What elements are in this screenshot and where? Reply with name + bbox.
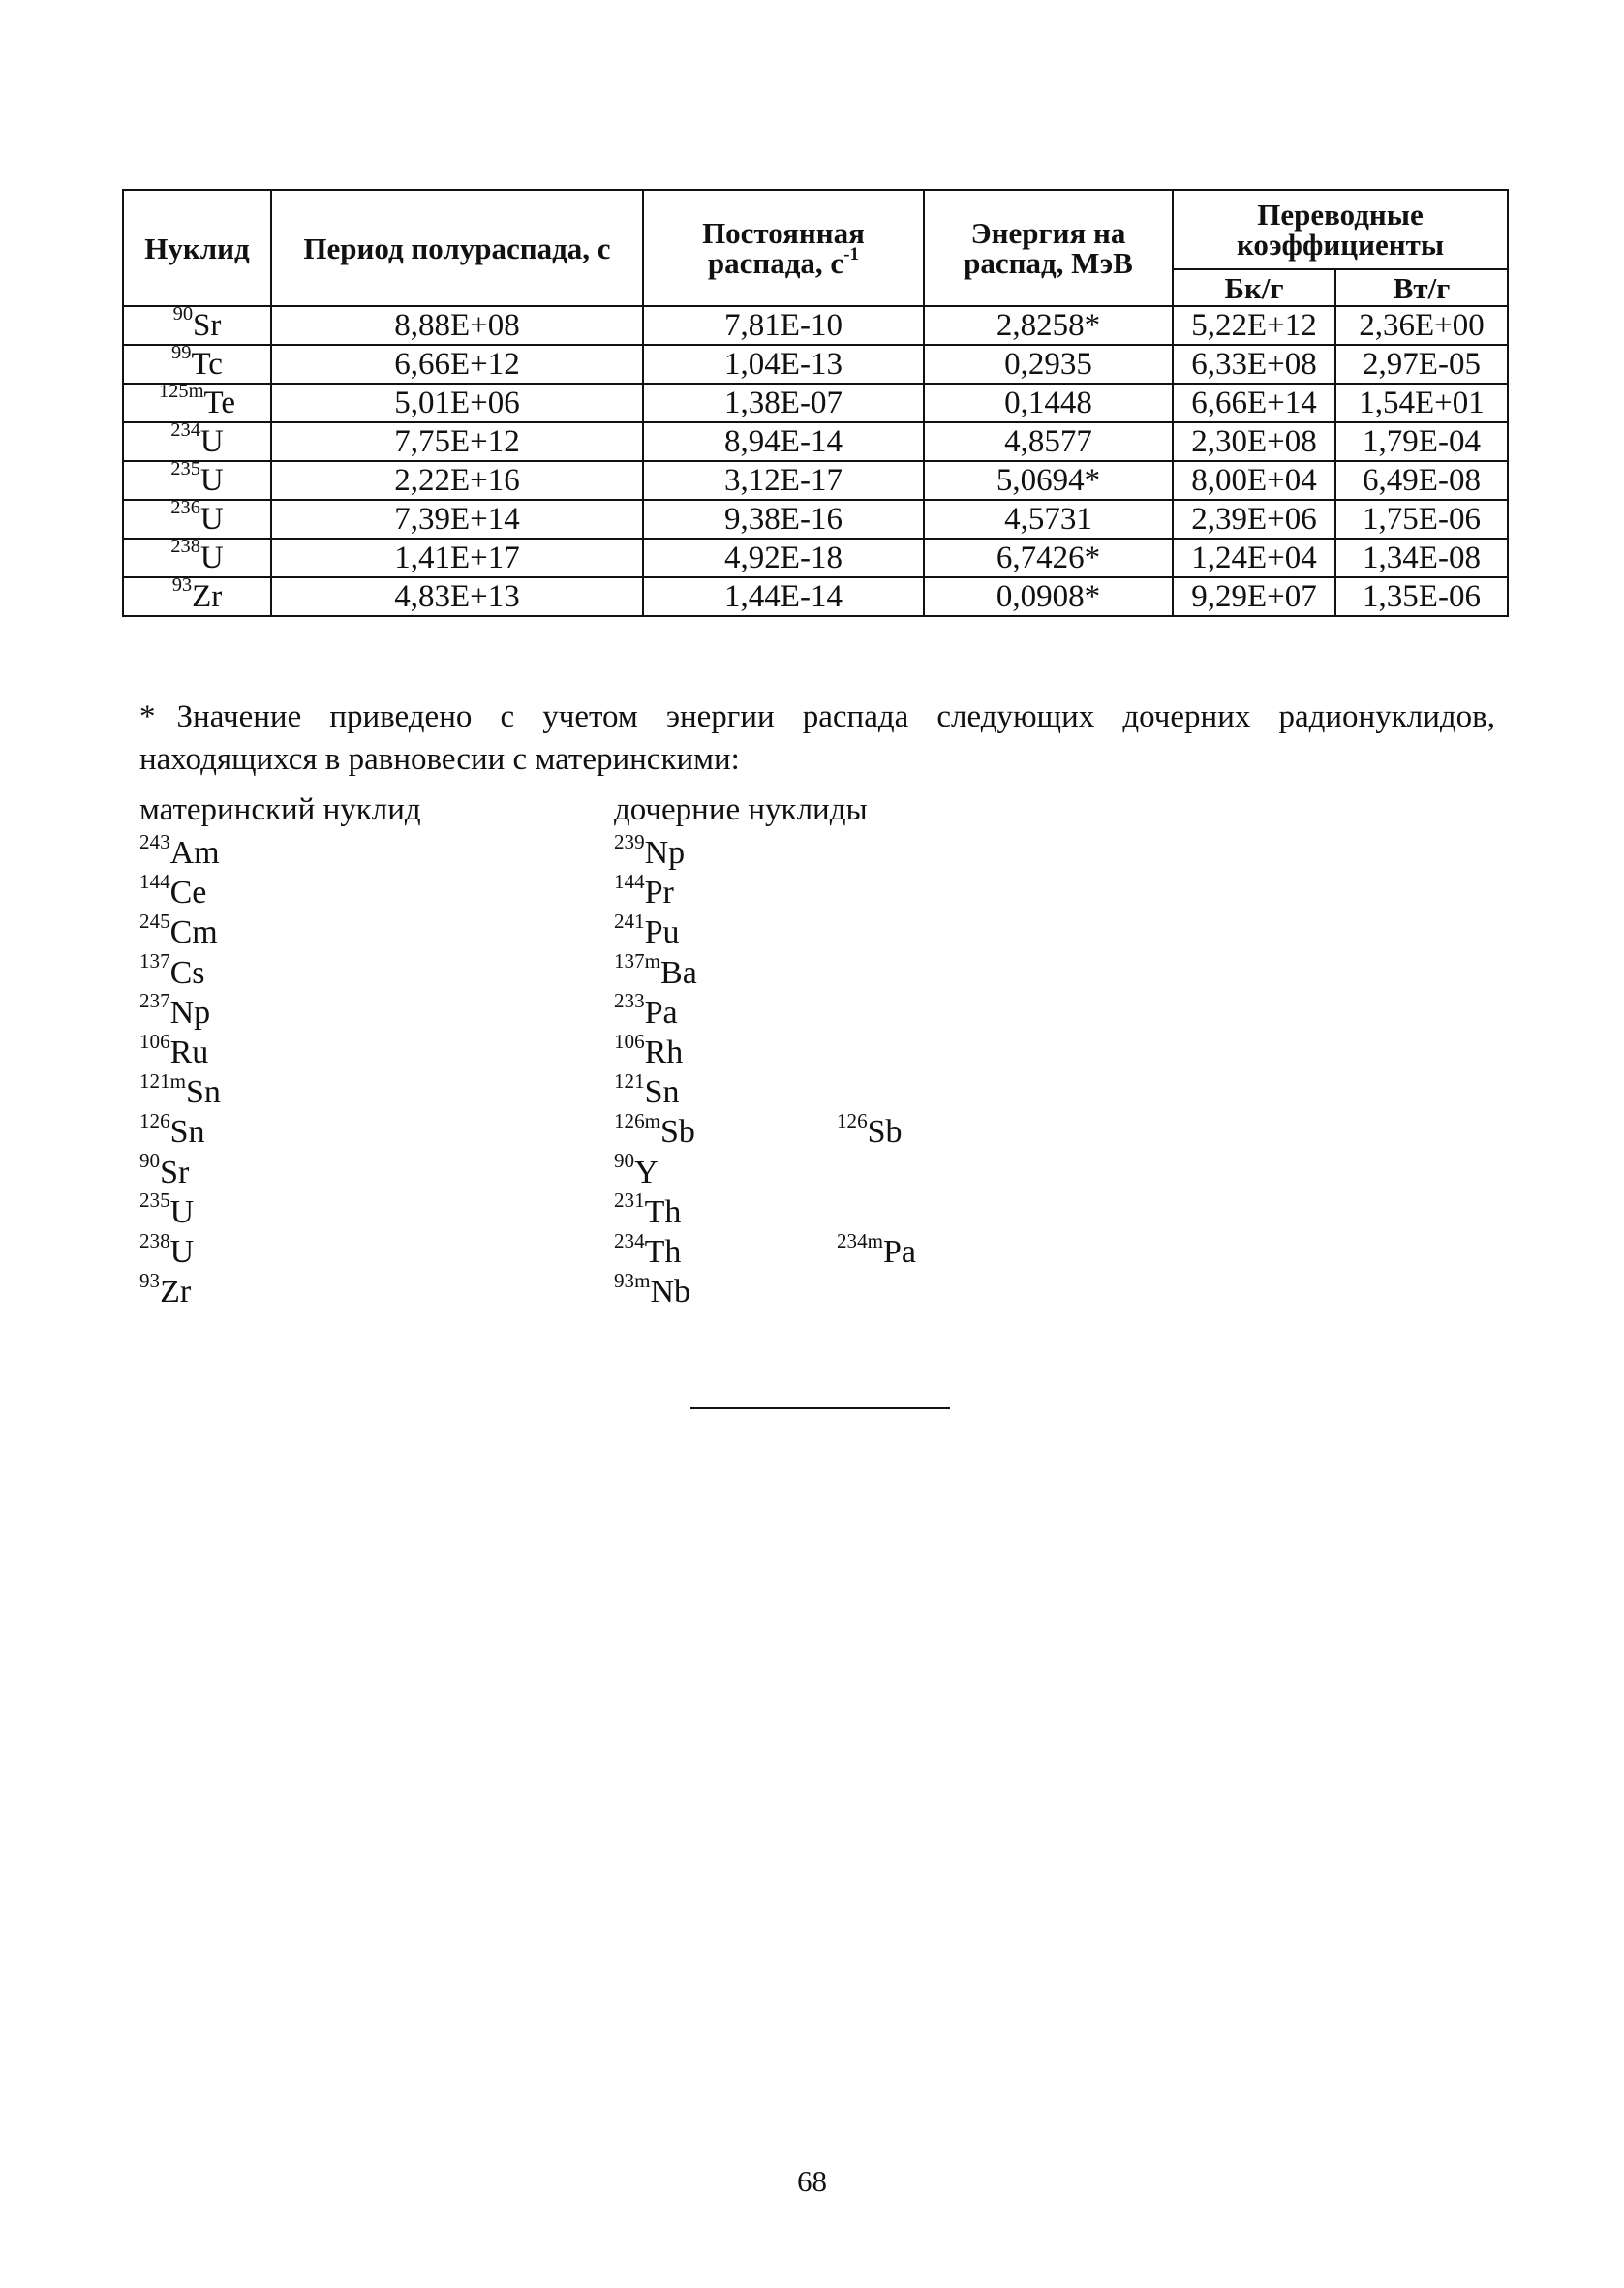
- cell-energy: 0,0908*: [924, 577, 1173, 616]
- daughter-nuclide-symbol: Np: [644, 835, 686, 871]
- parent-nuclide: [139, 1228, 195, 1271]
- parent-nuclide-mass: 144: [139, 869, 170, 893]
- daughter-nuclide-header: дочерние нуклиды: [614, 792, 868, 827]
- nuclide-symbol: U: [199, 462, 224, 498]
- daughter-nuclide-symbol: Sn: [644, 1074, 680, 1111]
- daughter-nuclide-mass: 121: [614, 1068, 645, 1093]
- parent-nuclide-symbol: Sn: [186, 1074, 221, 1111]
- header-w-per-g: Вт/г: [1335, 269, 1508, 306]
- table-row: [123, 577, 1508, 616]
- header-conversion: Переводные коэффициенты: [1173, 190, 1508, 269]
- decay-chain-row: [139, 1189, 1205, 1235]
- parent-nuclide-header: материнский нуклид: [139, 792, 421, 827]
- table-row: [123, 500, 1508, 539]
- cell-bq-per-g: 6,33E+08: [1173, 345, 1335, 384]
- footnote: [139, 696, 1495, 781]
- daughter-nuclide-mass: 93m: [614, 1268, 651, 1292]
- daughter-nuclide: [614, 829, 686, 872]
- cell-bq-per-g: 6,66E+14: [1173, 384, 1335, 422]
- daughter-nuclide: [614, 909, 680, 951]
- second-daughter-nuclide: [837, 1228, 917, 1271]
- decay-chain-row: [139, 989, 1205, 1036]
- nuclide: [170, 458, 224, 498]
- daughter-nuclide: [614, 869, 674, 912]
- footnote-text: Значение приведено с учетом энергии распада следующих дочерних радионуклидов, находящихся в равновесии с материнскими:: [139, 699, 1495, 777]
- daughter-nuclide-mass: 239: [614, 829, 645, 853]
- parent-nuclide-symbol: Ru: [169, 1035, 209, 1070]
- cell-energy: 0,1448: [924, 384, 1173, 422]
- parent-nuclide: [139, 1029, 209, 1071]
- nuclide-mass: 99: [171, 342, 192, 364]
- decay-chain-row: [139, 869, 1205, 915]
- cell-energy: 4,5731: [924, 500, 1173, 539]
- cell-half-life: 2,22E+16: [271, 461, 643, 500]
- parent-nuclide-mass: 126: [139, 1108, 170, 1132]
- decay-chain-row: [139, 1108, 1205, 1155]
- cell-decay-constant: 3,12E-17: [643, 461, 924, 500]
- table-row: [123, 345, 1508, 384]
- cell-energy: 5,0694*: [924, 461, 1173, 500]
- parent-nuclide: [139, 1268, 192, 1311]
- table-body: [123, 303, 1508, 616]
- parent-nuclide: [139, 1108, 205, 1151]
- nuclide-symbol: U: [199, 501, 224, 537]
- cell-energy: 0,2935: [924, 345, 1173, 384]
- nuclide-symbol: U: [199, 540, 224, 575]
- parent-nuclide: [139, 1149, 190, 1191]
- cell-half-life: 1,41E+17: [271, 539, 643, 577]
- second-daughter-nuclide-mass: 234m: [837, 1228, 884, 1252]
- nuclide-mass: 234: [170, 419, 200, 442]
- cell-w-per-g: 1,75E-06: [1335, 500, 1508, 539]
- cell-half-life: 8,88E+08: [271, 306, 643, 345]
- daughter-nuclide: [614, 949, 697, 992]
- nuclide: [171, 574, 223, 614]
- cell-nuclide: [123, 458, 271, 500]
- parent-nuclide: [139, 869, 207, 912]
- header-decay-constant-label: Постоянная распада, с: [702, 216, 865, 280]
- cell-w-per-g: 1,34E-08: [1335, 539, 1508, 577]
- cell-decay-constant: 7,81E-10: [643, 306, 924, 345]
- nuclide-mass: 235: [170, 458, 200, 480]
- cell-energy: 4,8577: [924, 422, 1173, 461]
- cell-half-life: 6,66E+12: [271, 345, 643, 384]
- daughter-nuclide-mass: 106: [614, 1029, 645, 1053]
- cell-w-per-g: 2,36E+00: [1335, 306, 1508, 345]
- parent-nuclide-mass: 245: [139, 909, 170, 933]
- cell-nuclide: [123, 303, 271, 345]
- parent-nuclide-symbol: U: [169, 1193, 195, 1230]
- daughter-nuclide-mass: 144: [614, 869, 645, 893]
- daughter-nuclide: [614, 1108, 695, 1151]
- parent-nuclide-symbol: Np: [169, 994, 211, 1031]
- decay-chain-row: [139, 1068, 1205, 1115]
- cell-nuclide: [123, 342, 271, 384]
- second-daughter-nuclide-mass: 126: [837, 1108, 868, 1132]
- header-bq-per-g: Бк/г: [1173, 269, 1335, 306]
- nuclide-data-table: [122, 189, 1509, 617]
- cell-decay-constant: 1,04E-13: [643, 345, 924, 384]
- footnote-star: *: [139, 699, 156, 734]
- daughter-nuclide-mass: 233: [614, 989, 645, 1013]
- daughter-nuclide-symbol: Y: [634, 1154, 659, 1190]
- daughter-nuclide-mass: 234: [614, 1228, 645, 1252]
- cell-decay-constant: 9,38E-16: [643, 500, 924, 539]
- decay-chain-row: [139, 1228, 1205, 1275]
- decay-chain-row: [139, 949, 1205, 996]
- parent-nuclide-mass: 237: [139, 989, 170, 1013]
- cell-nuclide: [123, 419, 271, 461]
- decay-chain-row: [139, 1149, 1205, 1195]
- daughter-nuclide: [614, 1268, 691, 1311]
- cell-half-life: 4,83E+13: [271, 577, 643, 616]
- parent-nuclide: [139, 949, 205, 992]
- daughter-nuclide-mass: 137m: [614, 949, 661, 974]
- parent-nuclide: [139, 909, 218, 951]
- table-row: [123, 384, 1508, 422]
- nuclide-mass: 90: [172, 303, 194, 325]
- daughter-nuclide: [614, 1068, 680, 1111]
- nuclide-mass: 236: [170, 497, 200, 519]
- parent-nuclide: [139, 1068, 221, 1111]
- daughter-nuclide-mass: 241: [614, 909, 645, 933]
- parent-nuclide: [139, 1189, 195, 1231]
- cell-half-life: 7,75E+12: [271, 422, 643, 461]
- cell-bq-per-g: 1,24E+04: [1173, 539, 1335, 577]
- cell-decay-constant: 4,92E-18: [643, 539, 924, 577]
- daughter-nuclide-symbol: Sb: [660, 1114, 695, 1151]
- decay-chain-row: [139, 1029, 1205, 1075]
- cell-w-per-g: 6,49E-08: [1335, 461, 1508, 500]
- daughter-nuclide-mass: 231: [614, 1189, 645, 1213]
- cell-w-per-g: 2,97E-05: [1335, 345, 1508, 384]
- cell-decay-constant: 1,38E-07: [643, 384, 924, 422]
- nuclide-symbol: Te: [203, 385, 236, 420]
- daughter-nuclide: [614, 1149, 659, 1191]
- parent-nuclide-symbol: Ce: [169, 875, 207, 912]
- cell-bq-per-g: 2,30E+08: [1173, 422, 1335, 461]
- table-row: [123, 461, 1508, 500]
- nuclide-mass: 125m: [158, 381, 204, 403]
- parent-nuclide-mass: 93: [139, 1268, 161, 1292]
- cell-energy: 2,8258*: [924, 306, 1173, 345]
- nuclide-symbol: Sr: [193, 307, 222, 343]
- cell-bq-per-g: 2,39E+06: [1173, 500, 1335, 539]
- table-row: [123, 539, 1508, 577]
- daughter-nuclide: [614, 1029, 684, 1071]
- cell-energy: 6,7426*: [924, 539, 1173, 577]
- cell-w-per-g: 1,54E+01: [1335, 384, 1508, 422]
- parent-nuclide-symbol: Cs: [169, 954, 205, 991]
- nuclide: [170, 497, 224, 537]
- page-number: 68: [797, 2164, 827, 2198]
- cell-decay-constant: 1,44E-14: [643, 577, 924, 616]
- nuclide-mass: 93: [171, 574, 193, 597]
- second-daughter-nuclide-symbol: Pa: [883, 1234, 917, 1270]
- header-nuclide: Нуклид: [123, 190, 271, 306]
- nuclide-symbol: U: [199, 423, 224, 459]
- parent-nuclide-mass: 137: [139, 949, 170, 974]
- daughter-nuclide: [614, 1189, 682, 1231]
- parent-nuclide-mass: 121m: [139, 1068, 187, 1093]
- second-daughter-nuclide-symbol: Sb: [867, 1114, 903, 1151]
- daughter-nuclide-symbol: Pa: [644, 994, 678, 1031]
- cell-bq-per-g: 5,22E+12: [1173, 306, 1335, 345]
- nuclide-symbol: Tc: [191, 346, 223, 382]
- cell-w-per-g: 1,35E-06: [1335, 577, 1508, 616]
- nuclide: [172, 303, 222, 343]
- daughter-nuclide-symbol: Th: [644, 1193, 682, 1230]
- second-daughter-nuclide: [837, 1108, 903, 1151]
- parent-nuclide-symbol: Sn: [169, 1114, 205, 1151]
- parent-nuclide-symbol: Cm: [169, 914, 218, 951]
- parent-nuclide: [139, 829, 220, 872]
- decay-chain-row: [139, 909, 1205, 955]
- nuclide-mass: 238: [170, 536, 200, 558]
- daughter-nuclide-symbol: Nb: [650, 1274, 691, 1311]
- cell-bq-per-g: 9,29E+07: [1173, 577, 1335, 616]
- parent-nuclide-mass: 238: [139, 1228, 170, 1252]
- header-half-life: Период полураспада, с: [271, 190, 643, 306]
- end-rule: [690, 1407, 950, 1409]
- cell-decay-constant: 8,94E-14: [643, 422, 924, 461]
- daughter-nuclide-symbol: Pr: [644, 875, 674, 912]
- parent-nuclide-mass: 243: [139, 829, 170, 853]
- decay-chain-row: [139, 829, 1205, 876]
- parent-nuclide-symbol: Zr: [160, 1274, 192, 1311]
- nuclide: [170, 536, 224, 575]
- table-row: [123, 422, 1508, 461]
- parent-nuclide-symbol: Am: [169, 835, 220, 871]
- parent-nuclide-symbol: Sr: [160, 1154, 190, 1190]
- cell-nuclide: [123, 574, 271, 616]
- cell-half-life: 7,39E+14: [271, 500, 643, 539]
- daughter-nuclide-symbol: Th: [644, 1234, 682, 1270]
- cell-nuclide: [123, 381, 271, 422]
- cell-bq-per-g: 8,00E+04: [1173, 461, 1335, 500]
- header-energy: Энергия на распад, МэВ: [924, 190, 1173, 306]
- nuclide: [171, 342, 223, 382]
- parent-nuclide-mass: 235: [139, 1189, 170, 1213]
- header-decay-constant-exponent: -1: [843, 243, 860, 264]
- parent-nuclide-symbol: U: [169, 1234, 195, 1270]
- cell-nuclide: [123, 497, 271, 539]
- header-decay-constant: [643, 190, 924, 306]
- cell-w-per-g: 1,79E-04: [1335, 422, 1508, 461]
- nuclide: [170, 419, 224, 459]
- parent-nuclide-mass: 106: [139, 1029, 170, 1053]
- daughter-nuclide: [614, 989, 678, 1032]
- daughter-nuclide-symbol: Ba: [660, 954, 697, 991]
- daughter-nuclide-symbol: Pu: [644, 914, 680, 951]
- daughter-nuclide-mass: 126m: [614, 1108, 661, 1132]
- cell-nuclide: [123, 536, 271, 577]
- parent-nuclide-mass: 90: [139, 1149, 161, 1173]
- daughter-nuclide-mass: 90: [614, 1149, 635, 1173]
- parent-nuclide: [139, 989, 211, 1032]
- nuclide-symbol: Zr: [192, 578, 223, 614]
- decay-chain-row: [139, 1268, 1205, 1314]
- cell-half-life: 5,01E+06: [271, 384, 643, 422]
- daughter-nuclide-symbol: Rh: [644, 1035, 684, 1070]
- nuclide: [158, 381, 236, 420]
- daughter-nuclide: [614, 1228, 682, 1271]
- table-row: [123, 306, 1508, 345]
